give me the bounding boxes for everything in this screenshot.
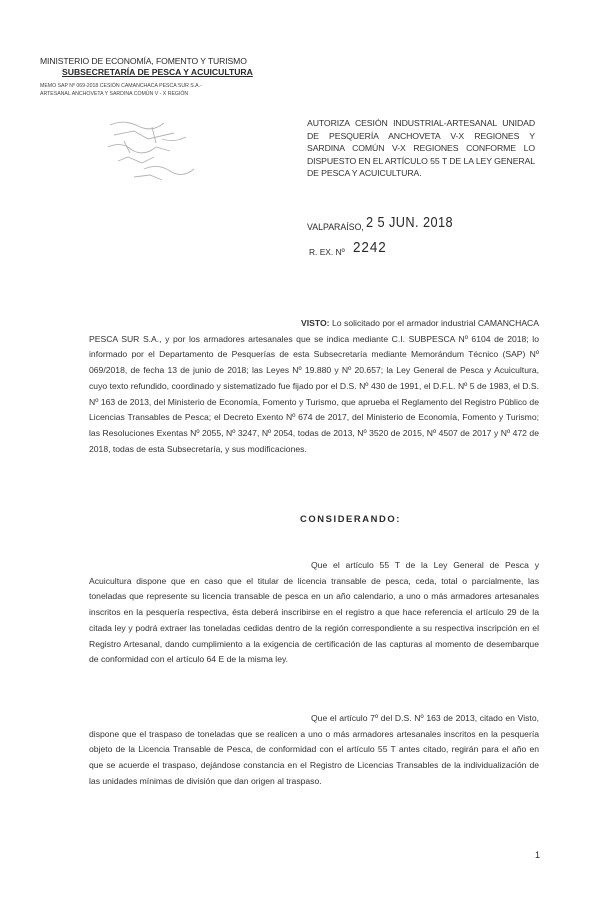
letterhead [40, 56, 270, 98]
page-number: 1 [535, 850, 541, 860]
resolution-subject: AUTORIZA CESIÓN INDUSTRIAL-ARTESANAL UNIDAD DE PESQUERÍA ANCHOVETA V-X REGIONES Y SARDINA COMÚN V-X REGIONES CONFORME LO DISPUESTO EN EL ARTÍCULO 55 T DE LA LEY GENERAL DE PESCA Y ACUICULTURA. [307, 118, 535, 179]
reference-line-2: ARTESANAL ANCHOVETA Y SARDINA COMÚN V - X REGIÓN [40, 91, 189, 97]
visto-paragraph [89, 316, 539, 457]
rex-label: R. EX. Nº [309, 247, 345, 257]
considerando-heading: CONSIDERANDO: [300, 513, 402, 524]
resolution-date: 2 5 JUN. 2018 [366, 214, 454, 231]
initials-stamp-icon [104, 117, 202, 185]
visto-label: VISTO: [301, 318, 330, 328]
ministry-name: MINISTERIO DE ECONOMÍA, FOMENTO Y TURISMO [40, 56, 247, 66]
visto-text: Lo solicitado por el armador industrial CAMANCHACA PESCA SUR S.A., y por los armadores artesanales que se indica mediante C.I. SUBPESCA Nº 6104 de 2018; lo informado por el Departamento de Pesquerías de esta Subsecretaría mediante Memorándum Técnico (SAP) Nº 069/2018, de fecha 13 de junio de 2018; las Leyes Nº 19.880 y Nº 20.657; la Ley General de Pesca y Acuicultura, cuyo texto refundido, coordinado y sistematizado fue fijado por el D.S. Nº 430 de 1991, el D.F.L. Nº 5 de 1983, el D.S. Nº 163 de 2013, del Ministerio de Economía, Fomento y Turismo, que aprueba el Reglamento del Registro Público de Licencias Transables de Pesca; el Decreto Exento Nº 674 de 2017, del Ministerio de Economía, Fomento y Turismo; las Resoluciones Exentas Nº 2055, Nº 3247, Nº 2054, todas de 2013, Nº 3520 de 2015, Nº 4507 de 2017 y Nº 472 de 2018, todas de esta Subsecretaría, y sus modificaciones. [89, 318, 539, 454]
considerando-paragraph-1: Que el artículo 55 T de la Ley General de Pesca y Acuicultura dispone que en caso que el titular de licencia transable de pesca, ceda, total o parcialmente, las toneladas que represente su licencia transable de pesca en un año calendario, a uno o más armadores artesanales inscritos en la pesquería respectiva, ésta deberá inscribirse en el registro a que hace referencia el artículo 29 de la citada ley y podrá extraer las toneladas cedidas dentro de la región correspondiente a su respectiva inscripción en el Registro Artesanal, dando cumplimiento a la exigencia de certificación de las capturas al momento de desembarque de conformidad con el artículo 64 E de la misma ley. [89, 560, 539, 665]
reference-line-1: MEMO SAP Nº 069-2018 CESIÓN CAMANCHACA PESCA SUR S.A.- [40, 83, 202, 89]
rex-number: 2242 [353, 239, 387, 256]
subsecretaria-name: SUBSECRETARÍA DE PESCA Y ACUICULTURA [62, 67, 253, 77]
considerando-paragraph-2: Que el artículo 7º del D.S. Nº 163 de 2013, citado en Visto, dispone que el traspaso de toneladas que se realicen a uno o más armadores artesanales inscritos en la pesquería objeto de la Licencia Transable de Pesca, de conformidad con el artículo 55 T antes citado, regirán para el año en que se acuerde el traspaso, dejándose constancia en el Registro de Licencias Transables de la individualización de las unidades mínimas de división que dan origen al traspaso. [89, 713, 539, 786]
place-label: VALPARAÍSO, [307, 222, 364, 232]
